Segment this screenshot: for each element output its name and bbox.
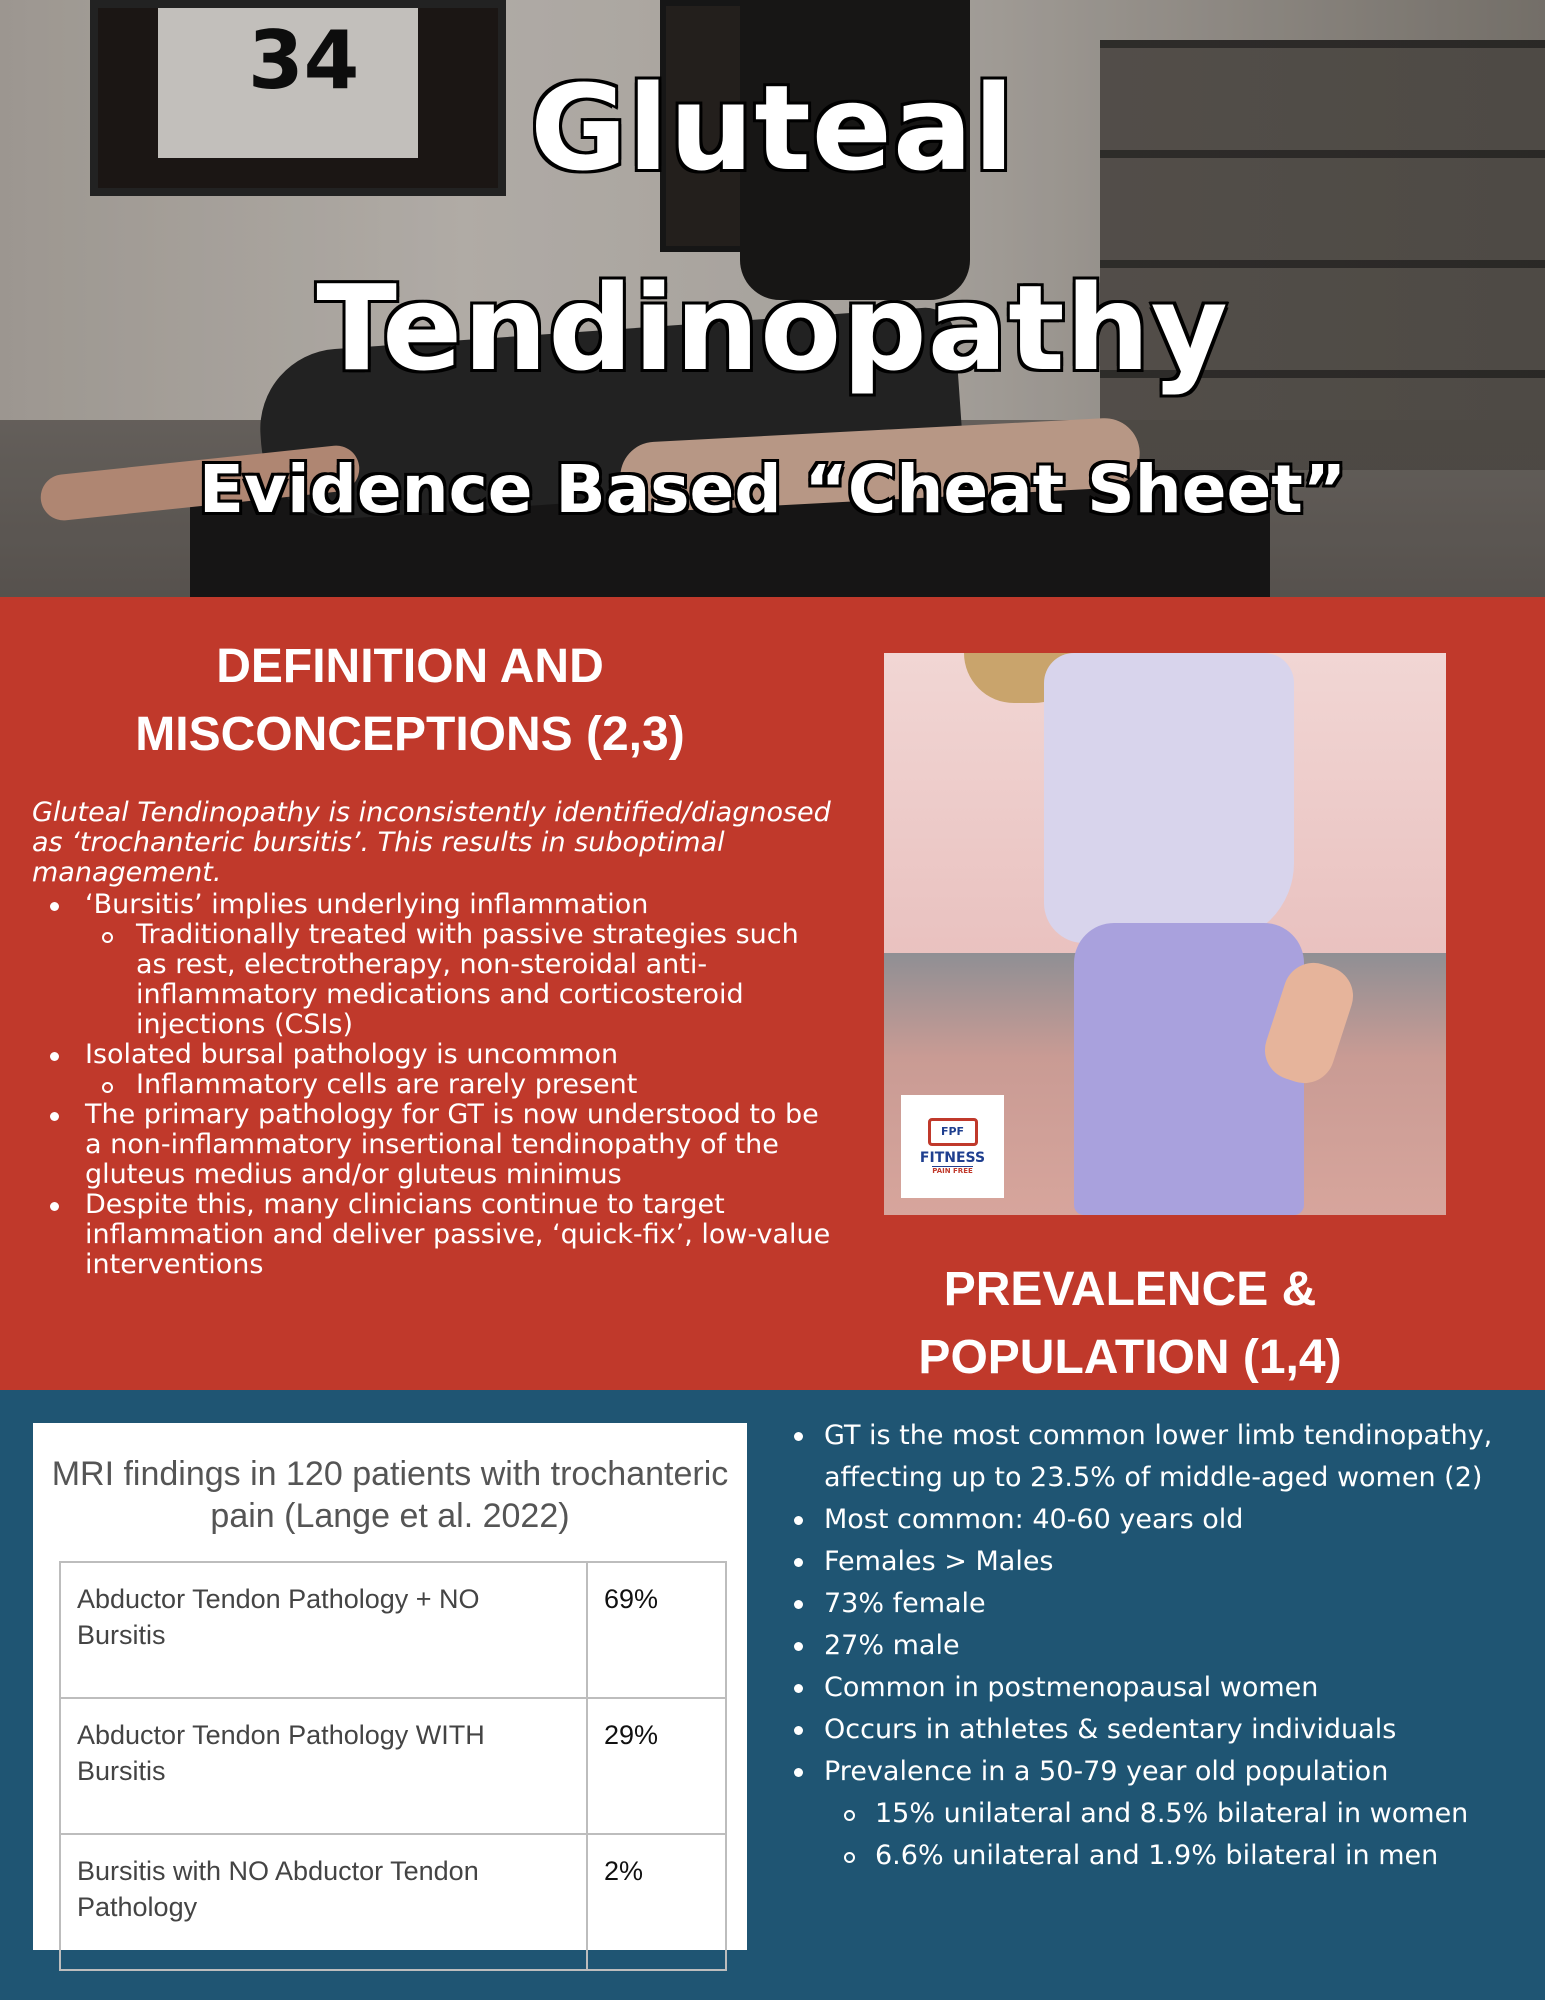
mri-findings-card (33, 1423, 747, 1950)
photo-shirt (1044, 653, 1294, 943)
fitness-pain-free-logo (901, 1095, 1004, 1198)
bullet-item: Most common: 40-60 years old (790, 1499, 1530, 1541)
title-line-1: Gluteal (530, 59, 1015, 197)
mri-findings-title: MRI findings in 120 patients with trochanteric pain (Lange et al. 2022) (51, 1455, 729, 1535)
table-row (60, 1562, 726, 1698)
table-row (60, 1698, 726, 1834)
logo-mark: FPF (928, 1118, 978, 1146)
definition-intro: Gluteal Tendinopathy is inconsistently identified/diagnosed as ‘trochanteric bursitis’. This results in suboptimal management. (32, 797, 831, 888)
bullet-item: ‘Bursitis’ implies underlying inflammation (36, 890, 836, 920)
percent-cell: 2% (587, 1834, 726, 1970)
prevalence-bullets (790, 1415, 1530, 1877)
logo-line-2: PAIN FREE (932, 1166, 973, 1175)
jersey-number: 34 (248, 14, 360, 107)
prevalence-heading: PREVALENCE & POPULATION (1,4) (918, 1263, 1342, 1384)
finding-cell: Abductor Tendon Pathology WITH Bursitis (60, 1698, 587, 1834)
sub-bullet-item: Inflammatory cells are rarely present (36, 1070, 836, 1100)
bullet-item: Females > Males (790, 1541, 1530, 1583)
percent-cell: 29% (587, 1698, 726, 1834)
bullet-item: Common in postmenopausal women (790, 1667, 1530, 1709)
definition-heading: DEFINITION AND MISCONCEPTIONS (2,3) (135, 640, 685, 761)
sub-bullet-item: Traditionally treated with passive strategies such as rest, electrotherapy, non-steroidal anti-inflammatory medications and corticosteroid injections (CSIs) (36, 920, 836, 1040)
bullet-item: Occurs in athletes & sedentary individuals (790, 1709, 1530, 1751)
photo-leggings (1074, 923, 1304, 1215)
bullet-item: Isolated bursal pathology is uncommon (36, 1040, 836, 1070)
sub-bullet-item: 15% unilateral and 8.5% bilateral in women (790, 1793, 1530, 1835)
sub-bullet-item: 6.6% unilateral and 1.9% bilateral in men (790, 1835, 1530, 1877)
table-row (60, 1834, 726, 1970)
bullet-item: GT is the most common lower limb tendinopathy, affecting up to 23.5% of middle-aged women (2) (790, 1415, 1530, 1499)
finding-cell: Bursitis with NO Abductor Tendon Pathology (60, 1834, 587, 1970)
bullet-item: The primary pathology for GT is now understood to be a non-inflammatory insertional tendinopathy of the gluteus medius and/or gluteus minimus (36, 1100, 836, 1190)
percent-cell: 69% (587, 1562, 726, 1698)
logo-line-1: FITNESS (919, 1149, 986, 1166)
bullet-item: Prevalence in a 50-79 year old population (790, 1751, 1530, 1793)
bullet-item: 27% male (790, 1625, 1530, 1667)
subtitle: Evidence Based “Cheat Sheet” (198, 451, 1347, 528)
definition-bullets (36, 890, 836, 1280)
bullet-item: 73% female (790, 1583, 1530, 1625)
title-line-2: Tendinopathy (316, 259, 1229, 397)
mri-findings-table (59, 1561, 727, 1971)
bullet-item: Despite this, many clinicians continue to target inflammation and deliver passive, ‘quick-fix’, low-value interventions (36, 1190, 836, 1280)
finding-cell: Abductor Tendon Pathology + NO Bursitis (60, 1562, 587, 1698)
